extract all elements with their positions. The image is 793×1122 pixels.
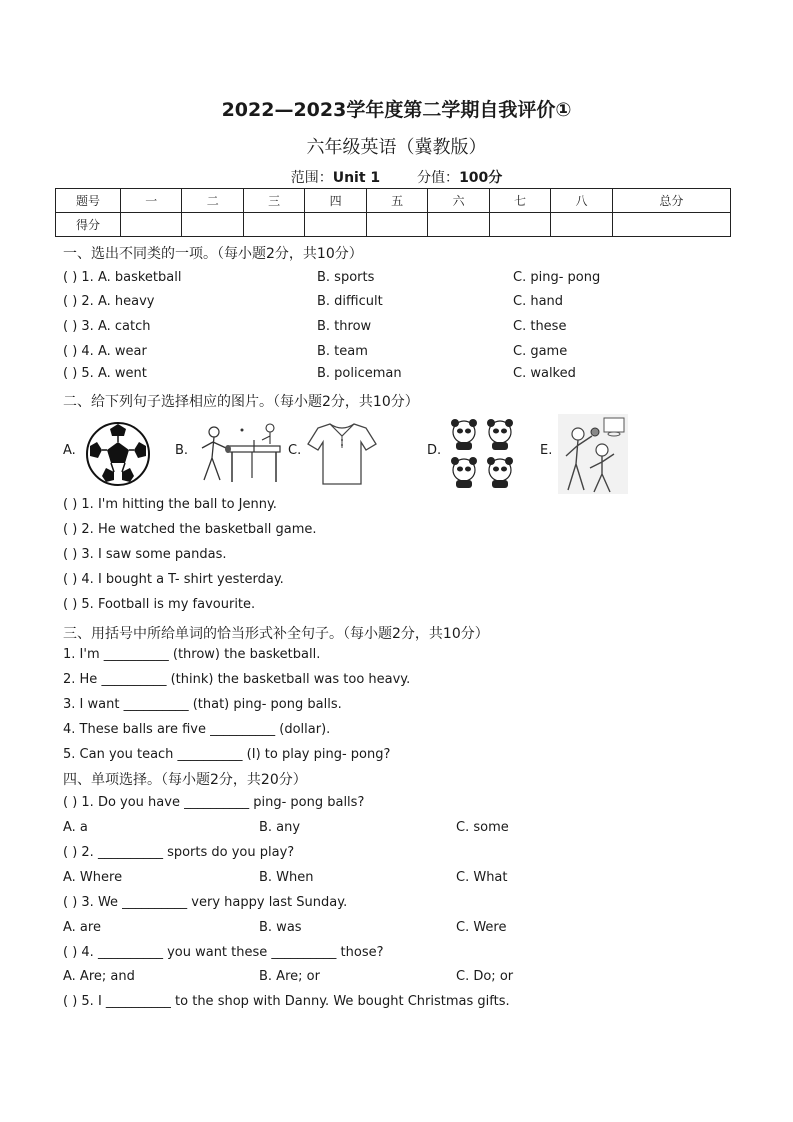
range-label: 范围： bbox=[290, 170, 333, 186]
s3-q5: 5. Can you teach __________ (I) to play ping- pong? bbox=[63, 747, 391, 762]
s4-q2-opt-b: B. When bbox=[259, 870, 314, 885]
s3-q2: 2. He __________ (think) the basketball was too heavy. bbox=[63, 672, 411, 687]
score-cell: 一 bbox=[121, 189, 182, 213]
s4-q4-opt-b: B. Are; or bbox=[259, 969, 320, 984]
picture-label-c: C. bbox=[288, 443, 302, 458]
score-input-cell[interactable] bbox=[551, 213, 612, 237]
score-cell: 八 bbox=[551, 189, 612, 213]
picture-label-d: D. bbox=[427, 443, 442, 458]
t-shirt-picture bbox=[306, 418, 378, 488]
score-cell: 总分 bbox=[612, 189, 730, 213]
s2-q5: ( ) 5. Football is my favourite. bbox=[63, 597, 256, 612]
score-row-label: 得分 bbox=[56, 213, 121, 237]
s1-q3-b: B. throw bbox=[317, 319, 372, 334]
s4-q1-opt-b: B. any bbox=[259, 820, 301, 835]
page-subtitle: 六年级英语（冀教版） bbox=[306, 137, 487, 158]
picture-label-b: B. bbox=[175, 443, 189, 458]
score-cell: 题号 bbox=[56, 189, 121, 213]
s4-q4: ( ) 4. __________ you want these __________ those? bbox=[63, 945, 384, 960]
ping-pong-picture bbox=[194, 418, 286, 488]
section3-heading: 三、用括号中所给单词的恰当形式补全句子。（每小题2分，共10分） bbox=[63, 626, 489, 642]
picture-label-e: E. bbox=[540, 443, 553, 458]
s1-q4-b: B. team bbox=[317, 344, 368, 359]
score-input-cell[interactable] bbox=[489, 213, 550, 237]
s1-q2-a: ( ) 2. A. heavy bbox=[63, 294, 155, 309]
s4-q5: ( ) 5. I __________ to the shop with Danny. We bought Christmas gifts. bbox=[63, 994, 510, 1009]
score-cell: 五 bbox=[366, 189, 427, 213]
score-input-cell[interactable] bbox=[243, 213, 304, 237]
s1-q3-c: C. these bbox=[513, 319, 567, 334]
s1-q5-a: ( ) 5. A. went bbox=[63, 366, 147, 381]
s4-q2-opt-a: A. Where bbox=[63, 870, 123, 885]
section1-heading: 一、选出不同类的一项。（每小题2分，共10分） bbox=[63, 246, 363, 262]
s2-q3: ( ) 3. I saw some pandas. bbox=[63, 547, 227, 562]
s4-q2: ( ) 2. __________ sports do you play? bbox=[63, 845, 295, 860]
score-cell: 四 bbox=[305, 189, 366, 213]
s4-q1-opt-c: C. some bbox=[456, 820, 509, 835]
range-value: Unit 1 bbox=[332, 170, 381, 186]
score-input-cell[interactable] bbox=[121, 213, 182, 237]
s1-q2-b: B. difficult bbox=[317, 294, 383, 309]
section4-heading: 四、单项选择。（每小题2分，共20分） bbox=[63, 772, 307, 788]
s2-q2: ( ) 2. He watched the basketball game. bbox=[63, 522, 317, 537]
s3-q3: 3. I want __________ (that) ping- pong balls. bbox=[63, 697, 342, 712]
score-cell: 三 bbox=[243, 189, 304, 213]
s4-q3-opt-b: B. was bbox=[259, 920, 302, 935]
s4-q3-opt-a: A. are bbox=[63, 920, 101, 935]
basketball-game-picture bbox=[558, 414, 628, 494]
s1-q2-c: C. hand bbox=[513, 294, 564, 309]
s1-q1-a: ( ) 1. A. basketball bbox=[63, 270, 182, 285]
score-input-cell[interactable] bbox=[366, 213, 427, 237]
score-table-score-row bbox=[56, 213, 731, 237]
s4-q3-opt-c: C. Were bbox=[456, 920, 507, 935]
pandas-picture bbox=[448, 416, 518, 494]
s1-q5-c: C. walked bbox=[513, 366, 576, 381]
score-cell: 七 bbox=[489, 189, 550, 213]
page-title: 2022—2023学年度第二学期自我评价① bbox=[221, 99, 572, 121]
s3-q1: 1. I'm __________ (throw) the basketball. bbox=[63, 647, 321, 662]
football-picture bbox=[84, 420, 152, 488]
score-table-header-row bbox=[56, 189, 731, 213]
s4-q4-opt-c: C. Do; or bbox=[456, 969, 514, 984]
s4-q1: ( ) 1. Do you have __________ ping- pong balls? bbox=[63, 795, 365, 810]
score-input-cell[interactable] bbox=[182, 213, 243, 237]
s1-q4-c: C. game bbox=[513, 344, 568, 359]
s4-q4-opt-a: A. Are; and bbox=[63, 969, 135, 984]
s2-q1: ( ) 1. I'm hitting the ball to Jenny. bbox=[63, 497, 277, 512]
picture-label-a: A. bbox=[63, 443, 76, 458]
score-input-cell[interactable] bbox=[428, 213, 489, 237]
s4-q2-opt-c: C. What bbox=[456, 870, 508, 885]
s1-q1-b: B. sports bbox=[317, 270, 375, 285]
s1-q1-c: C. ping- pong bbox=[513, 270, 601, 285]
s4-q3: ( ) 3. We __________ very happy last Sunday. bbox=[63, 895, 348, 910]
s4-q1-opt-a: A. a bbox=[63, 820, 88, 835]
score-table bbox=[55, 188, 731, 237]
score-value: 100分 bbox=[459, 170, 503, 186]
s1-q3-a: ( ) 3. A. catch bbox=[63, 319, 151, 334]
score-input-cell[interactable] bbox=[305, 213, 366, 237]
score-label: 分值： bbox=[417, 170, 460, 186]
score-cell: 二 bbox=[182, 189, 243, 213]
s1-q5-b: B. policeman bbox=[317, 366, 402, 381]
section2-heading: 二、给下列句子选择相应的图片。（每小题2分，共10分） bbox=[63, 394, 419, 410]
s2-q4: ( ) 4. I bought a T- shirt yesterday. bbox=[63, 572, 284, 587]
s1-q4-a: ( ) 4. A. wear bbox=[63, 344, 147, 359]
score-cell: 六 bbox=[428, 189, 489, 213]
score-input-cell[interactable] bbox=[612, 213, 730, 237]
range-line bbox=[0, 167, 793, 187]
s3-q4: 4. These balls are five __________ (dollar). bbox=[63, 722, 331, 737]
